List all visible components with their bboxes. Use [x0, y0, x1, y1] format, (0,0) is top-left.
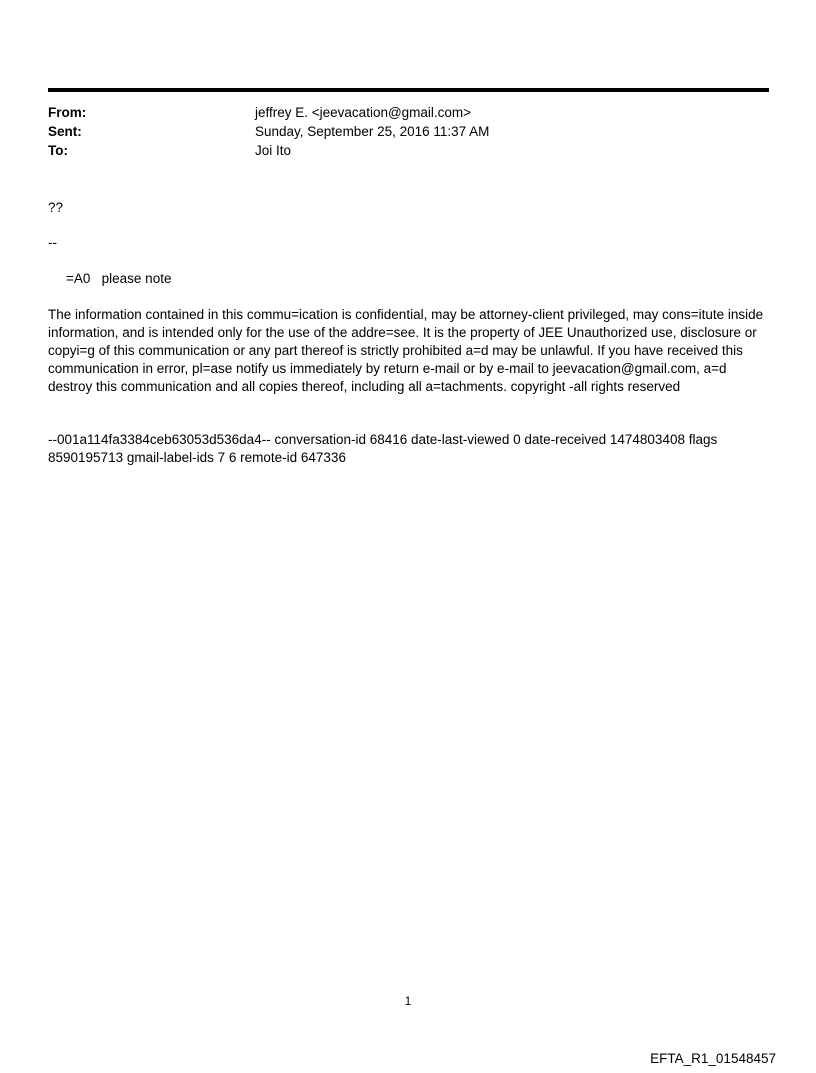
bates-stamp: EFTA_R1_01548457 — [650, 1051, 776, 1066]
email-content — [48, 0, 769, 467]
header-row-from — [48, 103, 769, 122]
to-value: Joi Ito — [255, 143, 292, 158]
header-row-to — [48, 141, 769, 160]
email-header-block — [48, 103, 769, 160]
body-signature-dashes: -- — [48, 235, 57, 250]
body-question-marks: ?? — [48, 200, 64, 215]
sent-label: Sent: — [48, 124, 82, 139]
body-disclaimer-paragraph: The information contained in this commu=ication is confidential, may be attorney-client privileged, may cons=itute inside information, and is intended only for the use of the addre=see. It is the property of JEE Unauthorized use, disclosure or copyi=g of this communication or any part thereof is strictly prohibited a=d may be unlawful. If you have received this communication in error, pl=ase notify us immediately by return e-mail or by e-mail to jeevacation@gmail.com, a=d destroy this communication and all copies thereof, including all a=tachments. copyright -all rights reserved — [48, 307, 767, 394]
page-number: 1 — [404, 994, 412, 1008]
to-label: To: — [48, 143, 68, 158]
header-divider-rule — [48, 88, 769, 92]
from-label: From: — [48, 105, 87, 120]
header-row-sent — [48, 122, 769, 141]
body-note-line: =A0 please note — [66, 271, 172, 286]
sent-value: Sunday, September 25, 2016 11:37 AM — [255, 124, 490, 139]
body-mime-metadata: --001a114fa3384ceb63053d536da4-- conversation-id 68416 date-last-viewed 0 date-received 1474803408 flags 8590195713 gmail-label-ids 7 6 remote-id 647336 — [48, 432, 721, 465]
from-value: jeffrey E. <jeevacation@gmail.com> — [255, 105, 472, 120]
